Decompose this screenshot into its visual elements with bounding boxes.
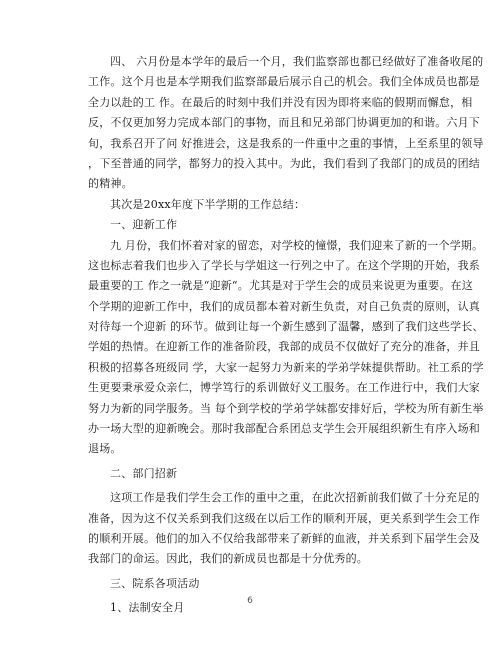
paragraph-line: 工作。这个月也是本学期我们监察部最后展示自己的机会。我们全体成员也都是 (88, 75, 480, 89)
paragraph-line: 全力以赴的工 作。在最后的时刻中我们并没有因为即将来临的假期而懈怠，相 (88, 95, 473, 109)
page-number: 6 (247, 596, 253, 606)
subsection-heading: 1、法制安全月 (110, 601, 185, 615)
paragraph-line: ，下至普通的同学，都努力的投入其中。为此，我们看到了我部门的成员的团结 (88, 156, 480, 170)
paragraph-line: 个学期的迎新工作中，我们的成员都本着对新生负责，对自己负责的原则，认真 (88, 299, 480, 313)
paragraph-line: 准备，因为这不仅关系到我们这级在以后工作的顺利开展，更关系到学生会工作 (88, 511, 480, 525)
paragraph-line: 办一场大型的迎新晚会。那时我部配合系团总支学生会开展组织新生有序入场和 (88, 422, 480, 436)
paragraph-line: 我部门的命运。因此，我们的新成员也都是十分优秀的。 (88, 552, 368, 566)
paragraph-line: 的顺利开展。他们的加入不仅给我部带来了新鲜的血液，并关系到下届学生会及 (88, 531, 480, 545)
paragraph-line: 努力为新的同学服务。当 每个到学校的学弟学妹都安排好后，学校为所有新生举 (88, 401, 484, 415)
paragraph-line: 生更要秉承爱众亲仁，博学笃行的系训做好义工服务。在工作进行中，我们大家 (88, 381, 480, 395)
section-heading: 二、部门招新 (110, 466, 178, 480)
paragraph-line: 旬，我系召开了问 好推进会，这是我系的一件重中之重的事情，上至系里的领导 (88, 136, 484, 150)
paragraph-line: 的精神。 (88, 177, 133, 191)
paragraph-line: 最重要的工 作之一就是“迎新“。尤其是对于学生会的成员来说更为重要。在这 (88, 279, 473, 293)
section-heading: 一、迎新工作 (110, 218, 178, 232)
paragraph-line: 四、 六月份是本学年的最后一个月，我们监察部也都已经做好了准备收尾的 (110, 55, 484, 68)
paragraph-line: 学姐的热情。在迎新工作的准备阶段，我部的成员不仅做好了充分的准备，并且 (88, 340, 480, 354)
paragraph-line: 对待每一个迎新 的环节。做到让每一个新生感到了温馨，感到了我们这些学长、 (88, 320, 484, 334)
paragraph-line: 这项工作是我们学生会工作的重中之重，在此次招新前我们做了十分充足的 (110, 491, 480, 505)
paragraph-line: 这也标志着我们也步入了学长与学姐这一行列之中了。在这个学期的开始，我系 (88, 258, 480, 272)
paragraph-line: 九 月份，我们怀着对家的留恋，对学校的憧憬，我们迎来了新的一个学期。 (110, 238, 484, 252)
paragraph-line: 其次是20xx年度下半学期的工作总结： (110, 197, 306, 211)
section-heading: 三、院系各项活动 (110, 576, 200, 590)
paragraph-line: 反，不仅更加努力完成本部门的事物，而且和兄弟部门协调更加的和谐。六月下 (88, 116, 480, 130)
paragraph-line: 积极的招募各班级同 学，大家一起努力为新来的学弟学妹提供帮助。社工系的学 (88, 360, 484, 374)
paragraph-line: 退场。 (88, 442, 122, 456)
document-body (88, 52, 484, 619)
